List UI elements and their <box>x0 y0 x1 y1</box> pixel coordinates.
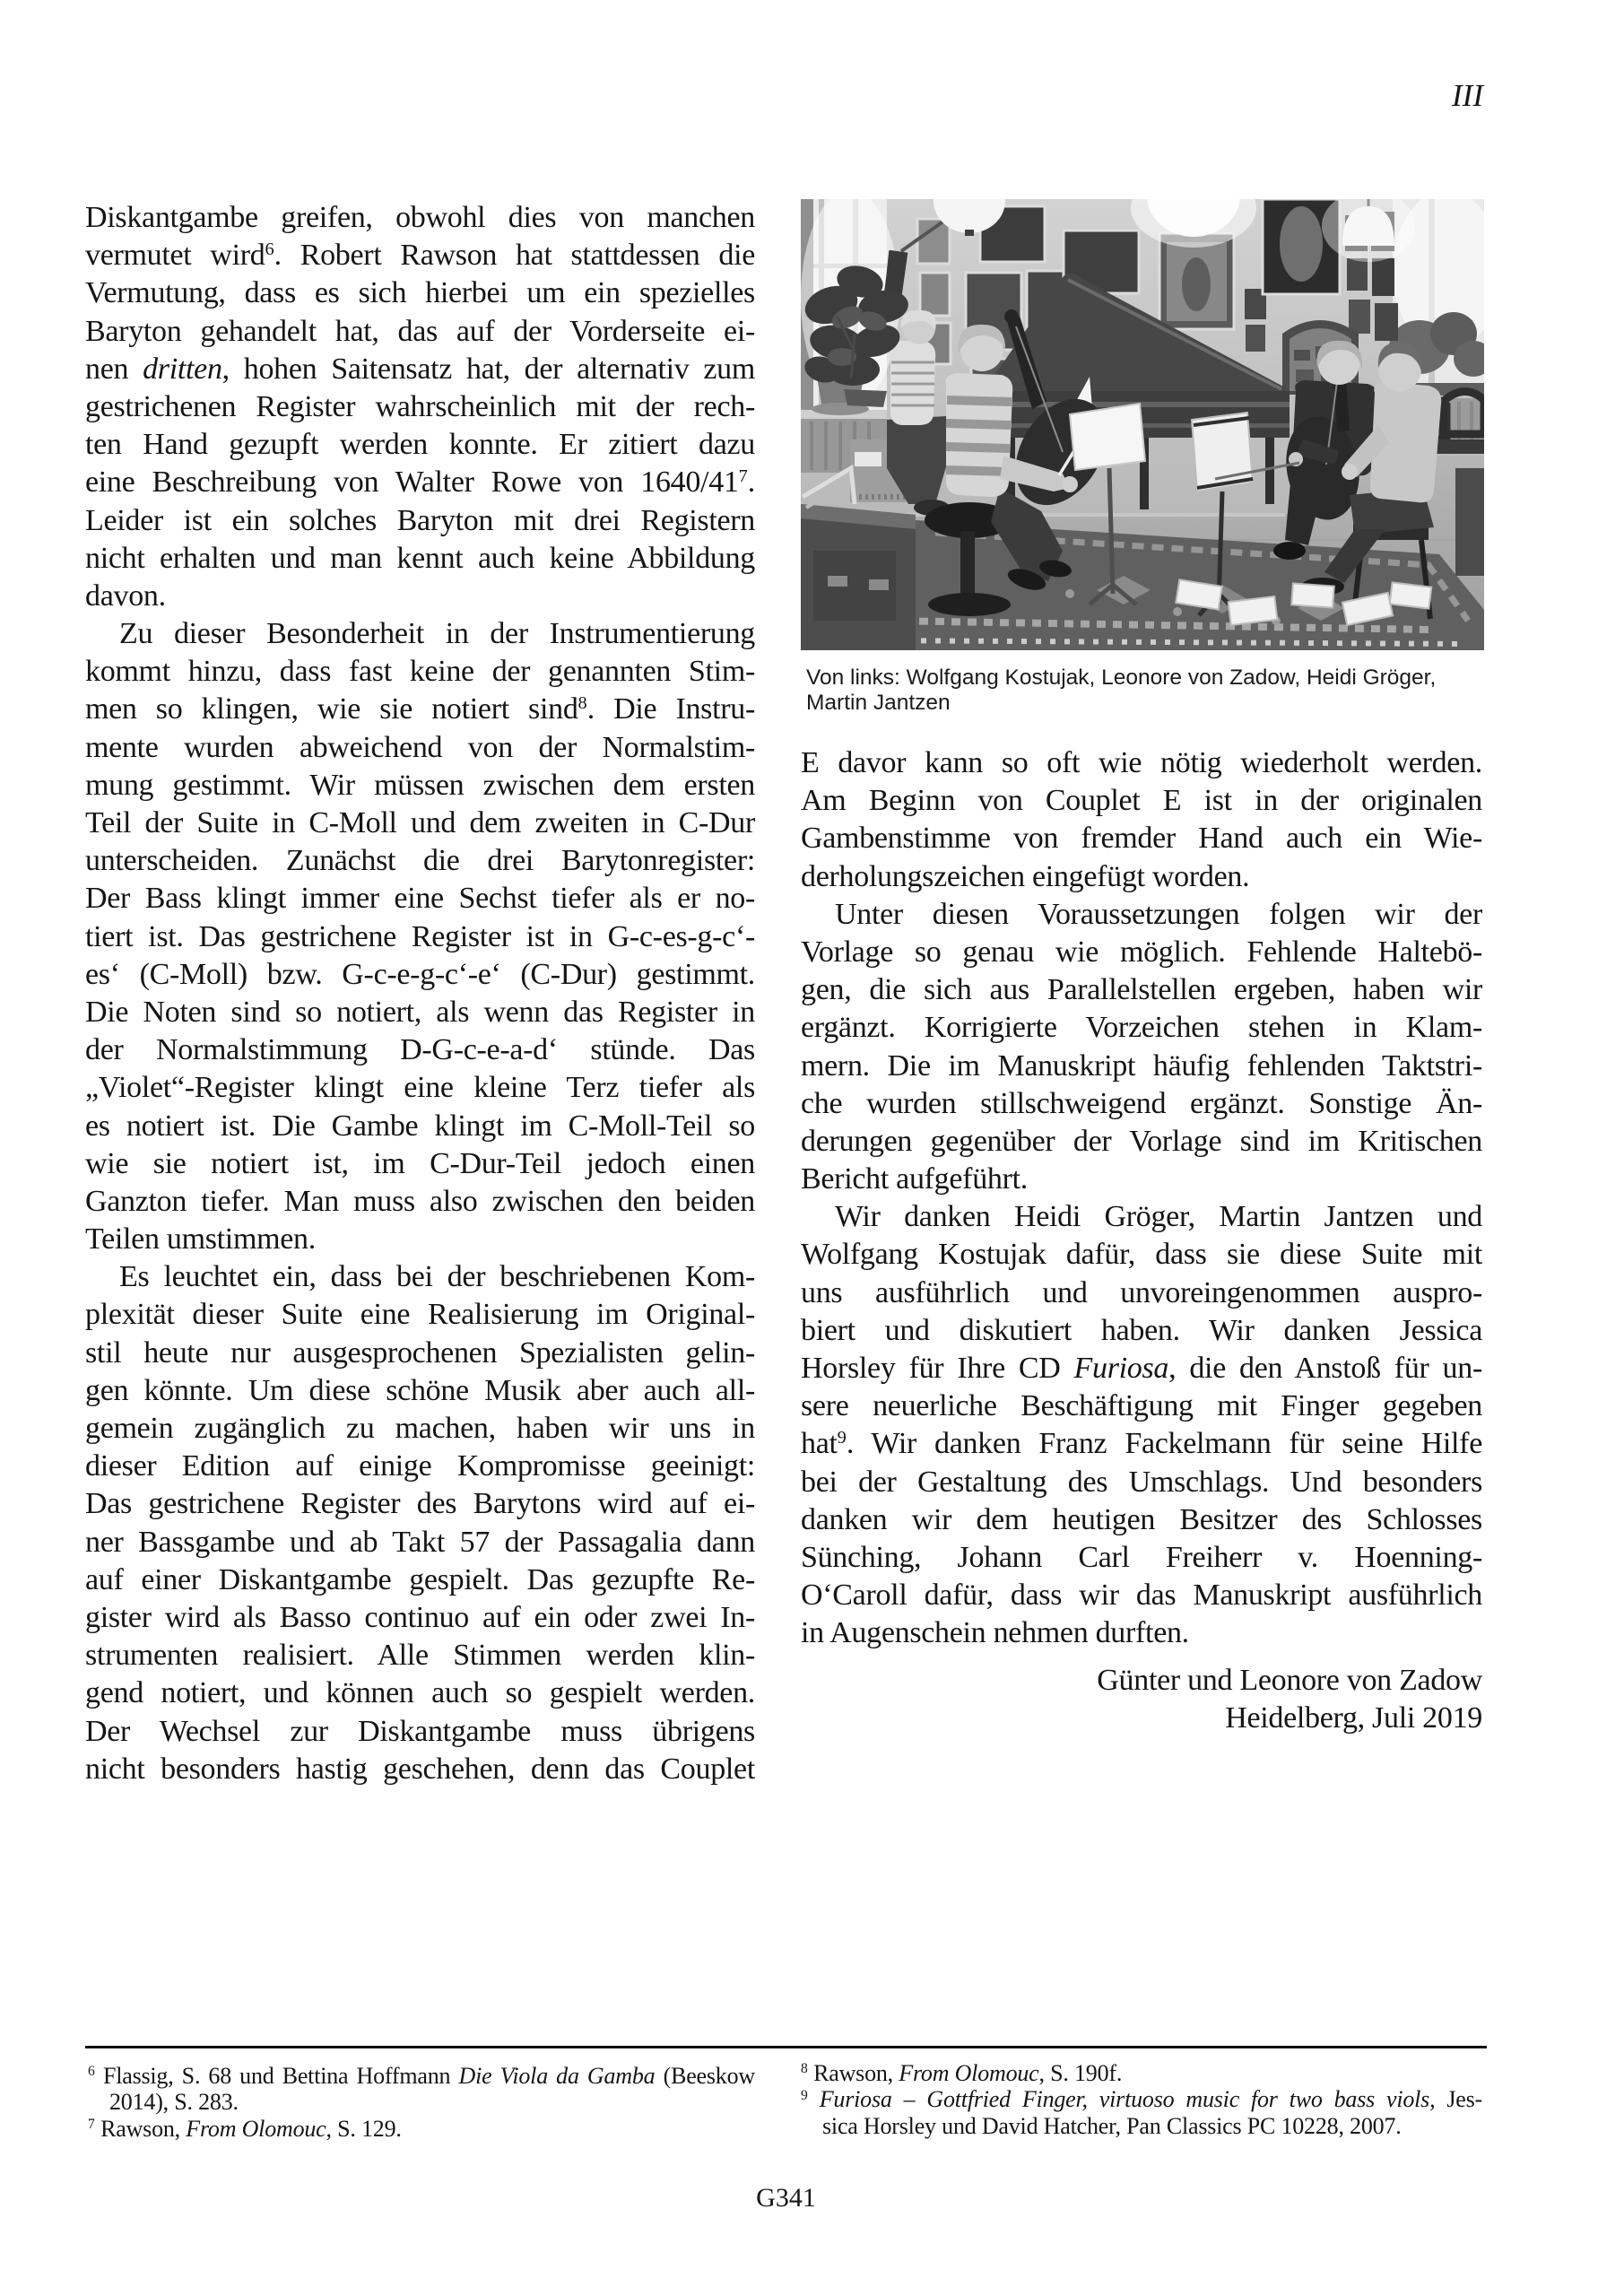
text-line: Teil der Suite in C-Moll und dem zweiten in C-Dur <box>85 806 755 839</box>
text-line: es‘ (C-Moll) bzw. G-c-e-g-c‘-e‘ (C-Dur) gestimmt. <box>85 957 755 991</box>
footnote-line: $^9$ Furiosa – Gottfried Finger, virtuoso music for two bass viols, Jes- <box>801 2086 1482 2113</box>
left-text-column <box>85 199 755 1788</box>
text-line: Baryton gehandelt hat, das auf der Vorderseite ei- <box>85 314 755 348</box>
text-line: hat$^9$. Wir danken Franz Fackelmann für seine Hilfe <box>801 1427 1482 1461</box>
text-line: nicht besonders hastig geschehen, denn das Couplet <box>85 1752 755 1786</box>
text-line: unterscheiden. Zunächst die drei Barytonregister: <box>85 844 755 878</box>
text-line: gestrichenen Register wahrscheinlich mit der rech- <box>85 389 755 423</box>
footnotes-right <box>801 2060 1482 2139</box>
text-line: nicht erhalten und man kennt auch keine Abbildung <box>85 541 755 575</box>
text-line: sere neuerliche Beschäftigung mit Finger gegeben <box>801 1389 1482 1423</box>
text-line: in Augenschein nehmen durften. <box>801 1616 1189 1650</box>
text-line: che wurden stillschweigend ergänzt. Sonstige Än- <box>801 1086 1482 1120</box>
text-line: tiert ist. Das gestrichene Register ist in G-c-es-g-c‘- <box>85 919 755 953</box>
text-line: Der Bass klingt immer eine Sechst tiefer als er no- <box>85 882 755 916</box>
text-line: Es leuchtet ein, dass bei der beschriebenen Kom- <box>119 1260 755 1294</box>
text-line: Gambenstimme von fremder Hand auch ein Wie- <box>801 822 1482 856</box>
text-line: es notiert ist. Die Gambe klingt im C-Moll-Teil so <box>85 1109 755 1143</box>
text-line: nen dritten, hohen Saitensatz hat, der alternativ zum <box>85 352 755 386</box>
footnote-line: $^7$ Rawson, From Olomouc, S. 129. <box>88 2115 402 2142</box>
photo-caption <box>806 665 1484 715</box>
text-line: Das gestrichene Register des Barytons wird auf ei- <box>85 1487 755 1521</box>
text-line: Zu dieser Besonderheit in der Instrumentierung <box>119 617 755 651</box>
text-line: Am Beginn von Couplet E ist in der originalen <box>801 784 1482 818</box>
page-number-roman: III <box>1452 78 1483 113</box>
signature-block <box>801 1662 1482 1737</box>
text-line: dieser Edition auf einige Kompromisse geeinigt: <box>85 1449 755 1483</box>
text-line: ner Bassgambe und ab Takt 57 der Passagalia dann <box>85 1525 755 1559</box>
text-line: auf einer Diskantgambe gespielt. Das gezupfte Re- <box>85 1562 755 1596</box>
text-line: biert und diskutiert haben. Wir danken Jessica <box>801 1313 1482 1347</box>
text-line: men so klingen, wie sie notiert sind$^8$. Die Instru- <box>85 692 755 726</box>
text-line: Bericht aufgeführt. <box>801 1162 1028 1196</box>
text-line: ten Hand gezupft werden konnte. Er zitiert dazu <box>85 428 755 462</box>
text-line: mente wurden abweichend von der Normalstim- <box>85 730 755 764</box>
text-line: Günter und Leonore von Zadow <box>1097 1664 1482 1697</box>
text-line: Die Noten sind so notiert, als wenn das Register in <box>85 995 755 1029</box>
footnotes-left <box>88 2063 755 2142</box>
text-line: strumenten realisiert. Alle Stimmen werden klin- <box>85 1639 755 1673</box>
footnote-line: 2014), S. 283. <box>109 2089 239 2116</box>
text-line: ergänzt. Korrigierte Vorzeichen stehen in Klam- <box>801 1011 1482 1045</box>
text-line: Von links: Wolfgang Kostujak, Leonore von Zadow, Heidi Gröger, <box>806 665 1437 690</box>
text-line: eine Beschreibung von Walter Rowe von $1640/41^7$. <box>85 465 755 500</box>
text-line: Sünching, Johann Carl Freiherr v. Hoenning- <box>801 1540 1482 1574</box>
text-line: Der Wechsel zur Diskantgambe muss übrigens <box>85 1714 755 1748</box>
text-line: O‘Caroll dafür, dass wir das Manuskript ausführlich <box>801 1578 1482 1613</box>
text-line: gen könnte. Um diese schöne Musik aber auch all- <box>85 1373 755 1407</box>
text-line: Ganzton tiefer. Man muss also zwischen den beiden <box>85 1184 755 1218</box>
text-line: derholungszeichen eingefügt worden. <box>801 859 1250 893</box>
rehearsal-photo <box>801 199 1484 650</box>
text-line: gister wird als Basso continuo auf ein oder zwei In- <box>85 1600 755 1634</box>
text-line: davon. <box>85 578 166 613</box>
text-line: E davor kann so oft wie nötig wiederholt werden. <box>801 746 1482 779</box>
text-line: Vermutung, dass es sich hierbei um ein spezielles <box>85 276 755 310</box>
text-line: Martin Jantzen <box>806 690 951 715</box>
text-line: Vorlage so genau wie möglich. Fehlende Haltebö- <box>801 935 1482 969</box>
text-line: Wir danken Heidi Gröger, Martin Jantzen und <box>835 1200 1482 1234</box>
text-line: Heidelberg, Juli 2019 <box>1225 1701 1482 1735</box>
text-line: wie sie notiert ist, im C-Dur-Teil jedoch einen <box>85 1146 755 1180</box>
plate-number: G341 <box>756 2183 816 2213</box>
text-line: plexität dieser Suite eine Realisierung im Original- <box>85 1298 755 1332</box>
text-line: „Violet“-Register klingt eine kleine Terz tiefer als <box>85 1071 755 1105</box>
footnote-line: sica Horsley und David Hatcher, Pan Classics PC 10228, 2007. <box>822 2112 1402 2139</box>
text-line: mung gestimmt. Wir müssen zwischen dem ersten <box>85 768 755 802</box>
text-line: stil heute nur ausgesprochenen Spezialisten gelin- <box>85 1335 755 1370</box>
text-line: Teilen umstimmen. <box>85 1222 316 1257</box>
photo-image <box>801 199 1484 650</box>
text-line: danken wir dem heutigen Besitzer des Schlosses <box>801 1502 1482 1536</box>
text-line: kommt hinzu, dass fast keine der genannten Stim- <box>85 655 755 689</box>
footnote-line: $^8$ Rawson, From Olomouc, S. 190f. <box>801 2060 1123 2086</box>
text-line: mern. Die im Manuskript häufig fehlenden Taktstri- <box>801 1048 1482 1083</box>
footnote-line: $^6$ Flassig, S. 68 und Bettina Hoffmann Die Viola da Gamba (Beeskow <box>88 2063 755 2089</box>
right-text-column <box>801 744 1482 1653</box>
text-line: Unter diesen Voraussetzungen folgen wir der <box>835 897 1482 931</box>
text-line: gen, die sich aus Parallelstellen ergeben, haben wir <box>801 973 1482 1007</box>
text-line: Wolfgang Kostujak dafür, dass sie diese Suite mit <box>801 1238 1482 1272</box>
text-line: gemein zugänglich zu machen, haben wir uns in <box>85 1412 755 1445</box>
text-line: gend notiert, und können auch so gespielt werden. <box>85 1676 755 1710</box>
footnote-rule <box>85 2046 1487 2048</box>
text-line: vermutet wird$^6$. Robert Rawson hat stattdessen die <box>85 239 755 273</box>
text-line: Horsley für Ihre CD Furiosa, die den Anstoß für un- <box>801 1352 1482 1385</box>
text-line: bei der Gestaltung des Umschlags. Und besonders <box>801 1465 1482 1499</box>
text-line: der Normalstimmung D-G-c-e-a-d‘ stünde. Das <box>85 1033 755 1067</box>
text-line: Leider ist ein solches Baryton mit drei Registern <box>85 503 755 537</box>
text-line: derungen gegenüber der Vorlage sind im Kritischen <box>801 1124 1482 1158</box>
text-line: uns ausführlich und unvoreingenommen auspro- <box>801 1275 1482 1309</box>
text-line: Diskantgambe greifen, obwohl dies von manchen <box>85 201 755 234</box>
